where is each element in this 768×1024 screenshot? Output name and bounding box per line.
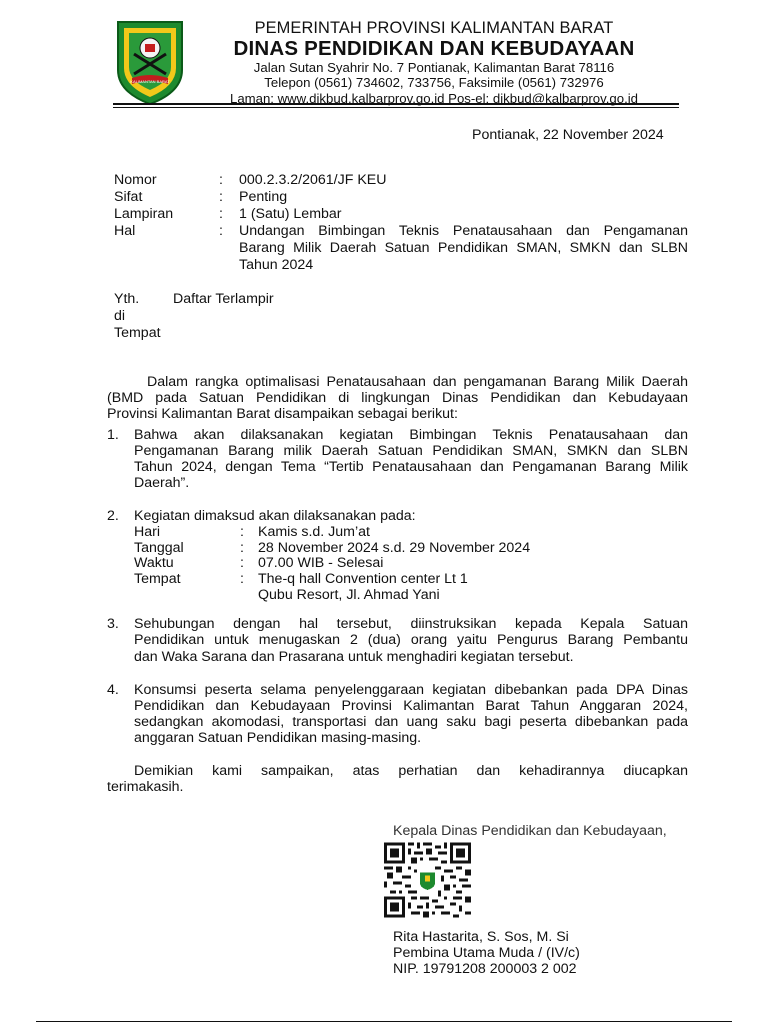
website-text: Laman: www.dikbud.kalbarprov.go.id Pos-el: xyxy=(229,90,493,106)
meta-value: 1 (Satu) Lembar xyxy=(239,206,342,222)
schedule-colon: : xyxy=(240,524,244,540)
signatory-title: Kepala Dinas Pendidikan dan Kebudayaan, xyxy=(393,823,667,839)
meta-colon: : xyxy=(219,172,223,188)
signatory-name: Rita Hastarita, S. Sos, M. Si xyxy=(393,929,569,945)
item-number: 2. xyxy=(107,508,119,524)
intro-line: Provinsi Kalimantan Barat disampaikan sebagai berikut: xyxy=(107,406,458,422)
item-line: Tahun 2024, dengan Tema “Tertib Penatausahaan dan Pengamanan Barang Milik xyxy=(134,459,688,475)
signatory-nip: NIP. 19791208 200003 2 002 xyxy=(393,961,577,977)
schedule-label: Tanggal xyxy=(134,540,184,556)
meta-value: 000.2.3.2/2061/JF KEU xyxy=(239,172,387,188)
meta-label: Nomor xyxy=(114,172,157,188)
meta-value: Penting xyxy=(239,189,288,205)
logo-banner-text: KALIMANTAN BARAT xyxy=(130,79,170,84)
email-link[interactable]: dikbud@kalbarprov.go.id xyxy=(492,90,638,106)
recipient-name: Daftar Terlampir xyxy=(173,291,274,307)
schedule-value: 28 November 2024 s.d. 29 November 2024 xyxy=(258,540,531,556)
schedule-value: Kamis s.d. Jum’at xyxy=(258,524,370,540)
meta-subject-line: Barang Milik Daerah Satuan Pendidikan SMAN, SMKN dan SLBN xyxy=(239,240,688,256)
item-line: dan Waka Sarana dan Prasarana untuk menghadiri kegiatan tersebut. xyxy=(134,649,574,665)
meta-subject-line: Undangan Bimbingan Teknis Penatausahaan dan Pengamanan xyxy=(239,223,688,239)
item-line: Sehubungan dengan hal tersebut, diinstruksikan kepada Kepala Satuan xyxy=(134,616,688,632)
recipient-salutation: Yth. xyxy=(114,291,140,307)
meta-colon: : xyxy=(219,189,223,205)
item-line: sedangkan akomodasi, transportasi dan uang saku bagi peserta dibebankan pada xyxy=(134,714,688,730)
schedule-label: Hari xyxy=(134,524,161,540)
province-emblem-logo xyxy=(114,18,186,106)
item-line: Konsumsi peserta selama penyelenggaraan kegiatan dibebankan pada DPA Dinas xyxy=(134,682,688,698)
schedule-label: Waktu xyxy=(134,555,174,571)
schedule-colon: : xyxy=(240,540,244,556)
item-line: Bahwa akan dilaksanakan kegiatan Bimbingan Teknis Penatausahaan dan xyxy=(134,427,688,443)
schedule-colon: : xyxy=(240,555,244,571)
letterhead-rule-thick xyxy=(113,103,679,105)
schedule-value: 07.00 WIB - Selesai xyxy=(258,555,384,571)
item-number: 4. xyxy=(107,682,119,698)
item-number: 1. xyxy=(107,427,119,443)
meta-subject-line: Tahun 2024 xyxy=(239,257,314,273)
qr-code xyxy=(384,842,471,918)
item-line: Pendidikan untuk menugaskan 2 (dua) orang yaitu Pengurus Barang Pembantu xyxy=(134,632,688,648)
letterhead-rule-thin xyxy=(113,107,679,108)
item-number: 3. xyxy=(107,616,119,632)
meta-colon: : xyxy=(219,206,223,222)
schedule-value-continued: Qubu Resort, Jl. Ahmad Yani xyxy=(258,587,440,603)
item-line: Pendidikan dan Kebudayaan Provinsi Kalimantan Barat Tahun Anggaran 2024, xyxy=(134,698,688,714)
letter-date: Pontianak, 22 November 2024 xyxy=(472,127,664,143)
schedule-label: Tempat xyxy=(134,571,181,587)
recipient-di: di xyxy=(114,308,126,324)
item-line: anggaran Satuan Pendidikan masing-masing. xyxy=(134,730,422,746)
letterhead-phone: Telepon (0561) 734602, 733756, Faksimile (0561) 732976 xyxy=(264,75,604,91)
letterhead xyxy=(190,19,678,106)
letterhead-government: PEMERINTAH PROVINSI KALIMANTAN BARAT xyxy=(254,19,614,37)
item-line: Daerah”. xyxy=(134,475,190,491)
letterhead-agency: DINAS PENDIDIKAN DAN KEBUDAYAAN xyxy=(233,37,635,60)
closing-line: Demikian kami sampaikan, atas perhatian dan kehadirannya diucapkan xyxy=(134,763,688,779)
intro-line: (BMD pada Satuan Pendidikan di lingkungan Dinas Pendidikan dan Kebudayaan xyxy=(107,390,688,406)
meta-label: Lampiran xyxy=(114,206,174,222)
schedule-value: The-q hall Convention center Lt 1 xyxy=(258,571,468,587)
meta-colon: : xyxy=(219,223,223,239)
meta-label: Sifat xyxy=(114,189,143,205)
signatory-rank: Pembina Utama Muda / (IV/c) xyxy=(393,945,580,961)
item-line: Kegiatan dimaksud akan dilaksanakan pada: xyxy=(134,508,416,524)
closing-line: terimakasih. xyxy=(107,779,184,795)
item-line: Pengamanan Barang milik Daerah Satuan Pendidikan SMAN, SMKN dan SLBN xyxy=(134,443,688,459)
letterhead-address: Jalan Sutan Syahrir No. 7 Pontianak, Kalimantan Barat 78116 xyxy=(253,60,615,75)
recipient-place: Tempat xyxy=(114,325,161,341)
meta-label: Hal xyxy=(114,223,136,239)
page-bottom-rule xyxy=(36,1021,732,1022)
schedule-colon: : xyxy=(240,571,244,587)
intro-line: Dalam rangka optimalisasi Penatausahaan dan pengamanan Barang Milik Daerah xyxy=(147,374,688,390)
